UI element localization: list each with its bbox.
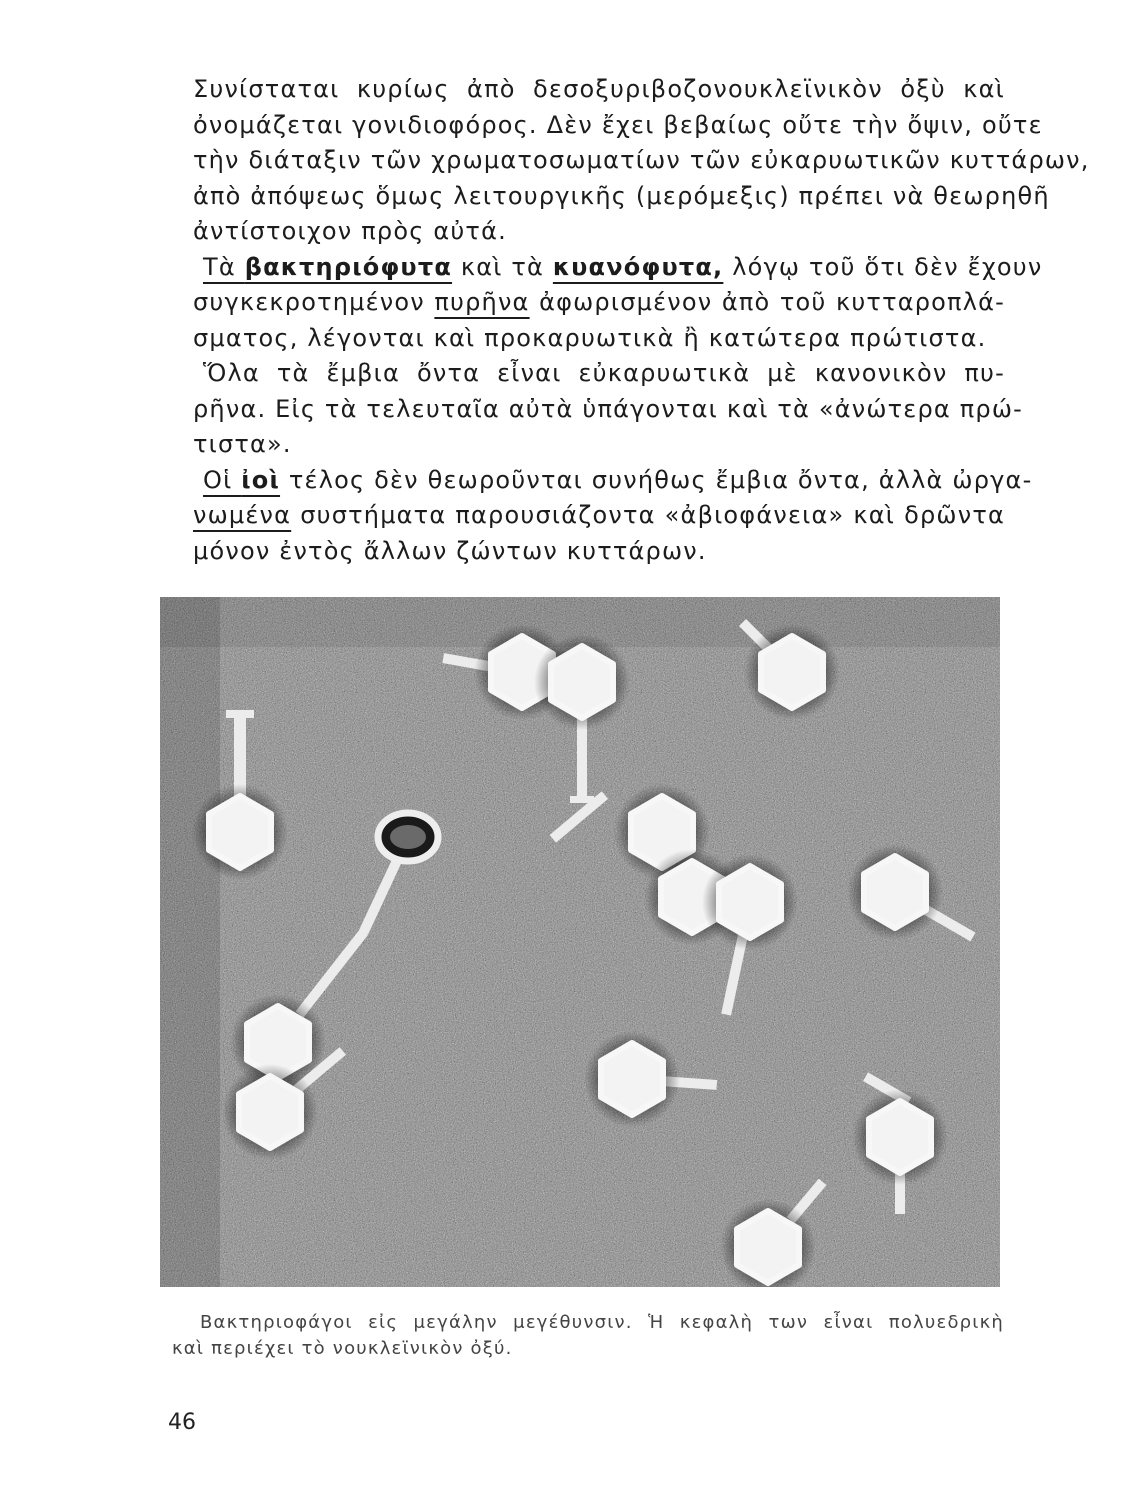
bacteriophage-micrograph (160, 597, 1000, 1287)
figure-caption (172, 1310, 1004, 1362)
page-number: 46 (168, 1410, 196, 1435)
term-viruses: ἰοὶ (241, 465, 281, 494)
para2-line3: σματος, λέγονται καὶ προκαρυωτικὰ ἢ κατώτερα πρώτιστα. (193, 323, 987, 352)
body-text (193, 72, 1090, 569)
para1-line5: ἀντίστοιχον πρὸς αὐτά. (193, 217, 507, 245)
caption-line2: καὶ περιέχει τὸ νουκλεϊνικὸν ὀξύ. (172, 1338, 513, 1359)
caption-line1: Βακτηριοφάγοι εἰς μεγάλην μεγέθυνσιν. Ἡ κεφαλὴ των εἶναι πολυεδρικὴ (200, 1312, 1004, 1333)
para4-line2: νωμένα συστήματα παρουσιάζοντα «ἀβιοφάνεια» καὶ δρῶντα (193, 501, 1005, 529)
term-cyanophyta: κυανόφυτα, (552, 252, 724, 281)
para3-line1: Ὅλα τὰ ἔμβια ὄντα εἶναι εὐκαρυωτικὰ μὲ κανονικὸν πυ- (203, 359, 1005, 387)
para1-line2: ὀνομάζεται γονιδιοφόρος. Δὲν ἔχει βεβαίως οὔτε τὴν ὄψιν, οὔτε (193, 110, 1043, 139)
para2-line2: συγκεκροτημένον πυρῆνα ἀφωρισμένον ἀπὸ τοῦ κυτταροπλά- (193, 288, 1005, 316)
para4-line1: Οἱ ἰοὶ τέλος δὲν θεωροῦνται συνήθως ἔμβια ὄντα, ἀλλὰ ὠργα- (203, 465, 1033, 494)
term-bacteriophyta: βακτηριόφυτα (244, 252, 453, 281)
para1-line3: τὴν διάταξιν τῶν χρωματοσωματίων τῶν εὐκαρυωτικῶν κυττάρων, (193, 146, 1090, 174)
para3-line3: τιστα». (193, 430, 292, 458)
para3-line2: ρῆνα. Εἰς τὰ τελευταῖα αὐτὰ ὑπάγονται καὶ τὰ «ἀνώτερα πρώ- (193, 394, 1023, 423)
term-nucleus: πυρῆνα (434, 288, 530, 316)
para4-line3: μόνον ἐντὸς ἄλλων ζώντων κυττάρων. (193, 536, 707, 565)
para2-line1: Τὰ βακτηριόφυτα καὶ τὰ κυανόφυτα, λόγῳ τοῦ ὅτι δὲν ἔχουν (203, 252, 1043, 281)
para1-line4: ἀπὸ ἀπόψεως ὅμως λειτουργικῆς (μερόμεξις) πρέπει νὰ θεωρηθῆ (193, 181, 1050, 210)
para1-line1: Συνίσταται κυρίως ἀπὸ δεσοξυριβοζονουκλεϊνικὸν ὀξὺ καὶ (193, 75, 1005, 103)
